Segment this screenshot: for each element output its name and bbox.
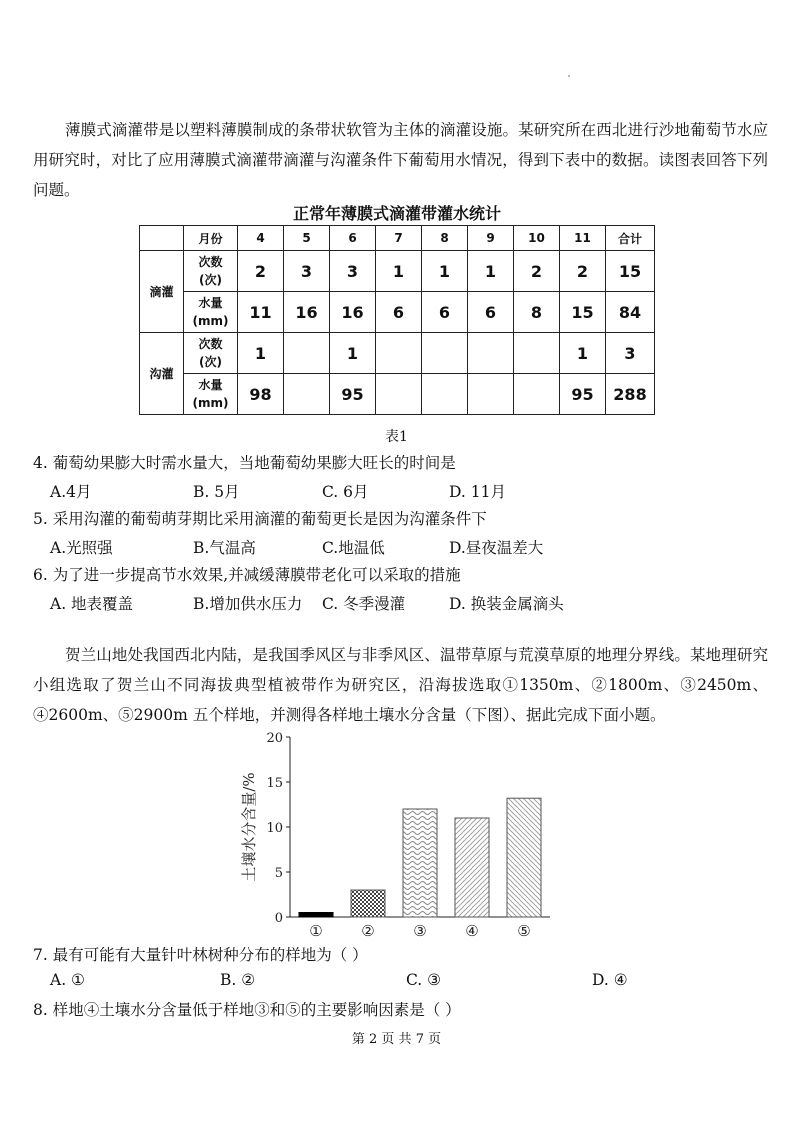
header-cell: 合计 (606, 226, 655, 251)
table-cell (376, 333, 422, 374)
furrow-group-label: 沟灌 (140, 333, 184, 415)
y-tick-label: 0 (274, 911, 283, 926)
table-cell: 11 (238, 292, 284, 333)
table-header-row (140, 226, 655, 251)
table-row (140, 333, 655, 374)
scan-speck (568, 75, 570, 77)
header-cell: 7 (376, 226, 422, 251)
table-cell: 1 (422, 251, 468, 292)
y-axis-label: 土壤水分含量/% (240, 772, 258, 882)
table-cell: 2 (560, 251, 606, 292)
table-cell: 6 (422, 292, 468, 333)
y-tick-label: 15 (266, 776, 283, 791)
q5-option-a[interactable]: A.光照强 (50, 539, 113, 557)
table-cell: 95 (560, 374, 606, 415)
q7-option-c[interactable]: C. ③ (406, 971, 442, 989)
table-cell: 6 (376, 292, 422, 333)
header-cell: 6 (330, 226, 376, 251)
irrigation-table (139, 225, 655, 415)
header-cell: 10 (514, 226, 560, 251)
table-title: 正常年薄膜式滴灌带灌水统计 (292, 204, 501, 223)
x-tick-label: ④ (465, 922, 479, 940)
header-cell: 11 (560, 226, 606, 251)
q5-option-d[interactable]: D.昼夜温差大 (449, 539, 544, 557)
q6-option-d[interactable]: D. 换装金属滴头 (449, 595, 564, 613)
y-tick-label: 10 (266, 821, 283, 836)
table-cell (284, 374, 330, 415)
table-cell (422, 333, 468, 374)
table-cell: 1 (468, 251, 514, 292)
table-cell: 3 (330, 251, 376, 292)
y-tick-label: 5 (274, 866, 283, 881)
q4-option-c[interactable]: C. 6月 (322, 483, 369, 501)
header-cell: 月份 (184, 226, 238, 251)
table-cell (514, 374, 560, 415)
bar-1 (299, 913, 333, 918)
bar-4 (455, 818, 489, 917)
x-tick-label: ⑤ (517, 922, 531, 940)
q4-option-b[interactable]: B. 5月 (193, 483, 240, 501)
question-5-stem: 5. 采用沟灌的葡萄萌芽期比采用滴灌的葡萄更长是因为沟灌条件下 (33, 510, 487, 528)
y-tick-label: 20 (266, 731, 283, 746)
bar-series (299, 798, 541, 917)
table-cell: 288 (606, 374, 655, 415)
q7-option-b[interactable]: B. ② (220, 971, 256, 989)
count-label: 次数 (次) (184, 251, 238, 292)
page-footer: 第 2 页 共 7 页 (351, 1032, 442, 1047)
water-label: 水量 (mm) (184, 374, 238, 415)
table-caption: 表1 (385, 429, 408, 445)
q4-option-d[interactable]: D. 11月 (449, 483, 506, 501)
table-cell (468, 374, 514, 415)
soil-moisture-chart (230, 725, 560, 945)
y-tick-labels (266, 731, 290, 926)
table-cell: 1 (376, 251, 422, 292)
header-cell: 5 (284, 226, 330, 251)
q6-option-c[interactable]: C. 冬季漫灌 (322, 595, 406, 613)
x-tick-label: ③ (413, 922, 427, 940)
x-tick-labels (309, 922, 530, 940)
table-cell: 84 (606, 292, 655, 333)
table-cell: 98 (238, 374, 284, 415)
water-label: 水量 (mm) (184, 292, 238, 333)
table-cell: 16 (330, 292, 376, 333)
table-cell (514, 333, 560, 374)
header-cell: 8 (422, 226, 468, 251)
empty-corner-cell (140, 226, 184, 251)
table-cell: 6 (468, 292, 514, 333)
table-cell: 15 (606, 251, 655, 292)
intro-paragraph-2: 贺兰山地处我国西北内陆，是我国季风区与非季风区、温带草原与荒漠草原的地理分界线。某地理研究小组选取了贺兰山不同海拔典型植被带作为研究区，沿海拔选取①1350m、②1800m、③2450m、④2600m、⑤2900m 五个样地，并测得各样地土壤水分含量（下图）、据此完成下面小题。 (33, 646, 768, 724)
drip-group-label: 滴灌 (140, 251, 184, 333)
q6-option-a[interactable]: A. 地表覆盖 (50, 595, 134, 613)
table-cell: 8 (514, 292, 560, 333)
question-7-stem: 7. 最有可能有大量针叶林树种分布的样地为（ ） (33, 946, 368, 964)
table-cell (376, 374, 422, 415)
q7-option-a[interactable]: A. ① (50, 971, 85, 989)
table-cell: 1 (330, 333, 376, 374)
table-row (140, 251, 655, 292)
table-cell: 1 (238, 333, 284, 374)
count-label: 次数 (次) (184, 333, 238, 374)
intro-paragraph-1: 薄膜式滴灌带是以塑料薄膜制成的条带状软管为主体的滴灌设施。某研究所在西北进行沙地葡萄节水应用研究时，对比了应用薄膜式滴灌带滴灌与沟灌条件下葡萄用水情况，得到下表中的数据。读图表回答下列问题。 (33, 121, 768, 199)
question-6-stem: 6. 为了进一步提高节水效果,并减缓薄膜带老化可以采取的措施 (33, 566, 461, 584)
table-cell (468, 333, 514, 374)
table-cell: 1 (560, 333, 606, 374)
table-cell: 2 (238, 251, 284, 292)
table-cell (284, 333, 330, 374)
table-cell: 95 (330, 374, 376, 415)
table-cell: 3 (606, 333, 655, 374)
table-cell: 2 (514, 251, 560, 292)
table-row (140, 374, 655, 415)
q5-option-b[interactable]: B.气温高 (193, 539, 256, 557)
table-cell (422, 374, 468, 415)
x-tick-label: ② (361, 922, 375, 940)
table-cell: 15 (560, 292, 606, 333)
q7-option-d[interactable]: D. ④ (592, 971, 628, 989)
bar-3 (403, 809, 437, 917)
bar-5 (507, 798, 541, 917)
q4-option-a[interactable]: A.4月 (50, 483, 92, 501)
question-8-stem: 8. 样地④土壤水分含量低于样地③和⑤的主要影响因素是（ ） (33, 1001, 461, 1019)
q5-option-c[interactable]: C.地温低 (322, 539, 385, 557)
table-cell: 16 (284, 292, 330, 333)
bar-2 (351, 890, 385, 917)
table-row (140, 292, 655, 333)
q6-option-b[interactable]: B.增加供水压力 (193, 595, 303, 613)
header-cell: 4 (238, 226, 284, 251)
table-cell: 3 (284, 251, 330, 292)
question-4-stem: 4. 葡萄幼果膨大时需水量大，当地葡萄幼果膨大旺长的时间是 (33, 454, 456, 472)
x-tick-label: ① (309, 922, 323, 940)
header-cell: 9 (468, 226, 514, 251)
